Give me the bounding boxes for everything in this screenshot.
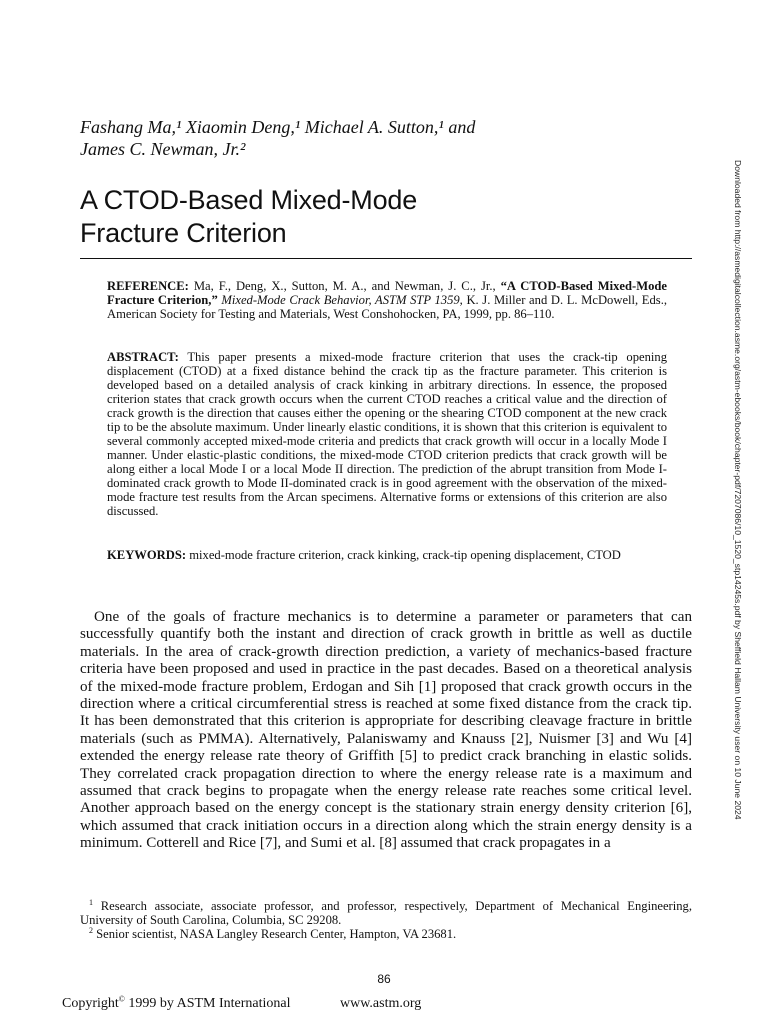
author-line-1: Fashang Ma,¹ Xiaomin Deng,¹ Michael A. Sutton,¹ and	[80, 117, 476, 137]
title-divider	[80, 258, 692, 259]
title-line-1: A CTOD-Based Mixed-Mode	[80, 185, 418, 215]
footnote-1-text: Research associate, associate professor, and professor, respectively, Department of Mechanical Engineering, University of South Carolina, Columbia, SC 29208.	[80, 899, 692, 927]
keywords-label: KEYWORDS:	[107, 548, 187, 562]
reference-block	[107, 279, 667, 321]
body-paragraph: One of the goals of fracture mechanics is to determine a parameter or parameters that can successfully quantify both the instant and direction of crack growth in brittle as well as ductile materials. In the area of crack-growth direction prediction, a variety of mechanics-based fracture criteria have been proposed and used in practice in the past decades. Based on a theoretical analysis of the mixed-mode fracture problem, Erdogan and Sih [1] proposed that crack growth occurs in the direction where a critical circumferential stress is reached at some fixed distance from the crack tip. It has been demonstrated that this criterion is appropriate for describing cleavage fracture in brittle materials (such as PMMA). Alternatively, Palaniswamy and Knauss [2], Nuismer [3] and Wu [4] extended the energy release rate theory of Griffith [5] to predict crack branching in elastic solids. They correlated crack propagation direction to where the energy release rate is a maximum and assumed that crack begins to propagate when the energy release rate reaches some critical level. Another approach based on the energy concept is the stationary strain energy density criterion [6], which assumed that crack initiation occurs in a direction along which the strain energy density is a minimum. Cotterell and Rice [7], and Sumi et al. [8] assumed that crack propagates in a	[80, 609, 692, 852]
footnote-1	[80, 899, 692, 927]
page-number: 86	[377, 972, 391, 986]
footnote-1-mark: 1	[89, 897, 93, 907]
keywords-block	[107, 548, 667, 562]
footnote-2	[80, 927, 692, 941]
download-watermark: Downloaded from http://asmedigitalcollection.asme.org/astm-ebooks/book/chapter-pdf/7207086/10_1520_stp14245s.pdf by Sheffield Hallam University user on 10 June 2024	[733, 160, 743, 820]
copyright-prefix: Copyright	[62, 996, 119, 1011]
footnotes	[80, 899, 692, 941]
copyright-text: 1999 by ASTM International	[124, 996, 291, 1011]
paper-title	[80, 184, 680, 250]
reference-title: “A CTOD-Based Mixed-Mode Fracture Criterion,”	[107, 279, 667, 307]
copyright-notice	[62, 996, 291, 1012]
footnote-2-mark: 2	[89, 925, 93, 935]
reference-details: K. J. Miller and D. L. McDowell, Eds., American Society for Testing and Materials, West Conshohocken, PA, 1999, pp. 86–110.	[107, 293, 667, 321]
author-line-2: James C. Newman, Jr.²	[80, 139, 246, 159]
abstract-label: ABSTRACT:	[107, 350, 179, 364]
publisher-website: www.astm.org	[340, 996, 422, 1011]
keywords-text: mixed-mode fracture criterion, crack kinking, crack-tip opening displacement, CTOD	[186, 548, 621, 562]
reference-book: Mixed-Mode Crack Behavior, ASTM STP 1359,	[217, 293, 463, 307]
copyright-symbol: ©	[118, 994, 125, 1004]
abstract-block	[107, 350, 667, 518]
abstract-text: This paper presents a mixed-mode fracture criterion that uses the crack-tip opening displacement (CTOD) at a fixed distance behind the crack tip as the fracture parameter. This criterion is developed based on a detailed analysis of crack kinking in arbitrary directions. In essence, the proposed criterion states that crack growth occurs when the current CTOD reaches a critical value and the direction of crack growth is the direction that causes either the opening or the shearing CTOD component at the new crack tip to be the absolute maximum. Under linearly elastic conditions, it is shown that this criterion is equivalent to several commonly accepted mixed-mode criteria and predicts that crack growth will occur in a locally Mode I manner. Under elastic-plastic conditions, the mixed-mode CTOD criterion predicts that crack growth will be along either a local Mode I or a local Mode II direction. The prediction of the abrupt transition from Mode I-dominated crack growth to Mode II-dominated crack is in good agreement with the observation of the mixed-mode fracture test results from the Arcan specimens. Alternative forms or extensions of this criterion are also discussed.	[107, 350, 667, 518]
title-line-2: Fracture Criterion	[80, 218, 287, 248]
author-list	[80, 116, 680, 160]
reference-label: REFERENCE:	[107, 279, 189, 293]
footnote-2-text: Senior scientist, NASA Langley Research Center, Hampton, VA 23681.	[93, 927, 457, 941]
reference-authors: Ma, F., Deng, X., Sutton, M. A., and Newman, J. C., Jr.,	[188, 279, 501, 293]
